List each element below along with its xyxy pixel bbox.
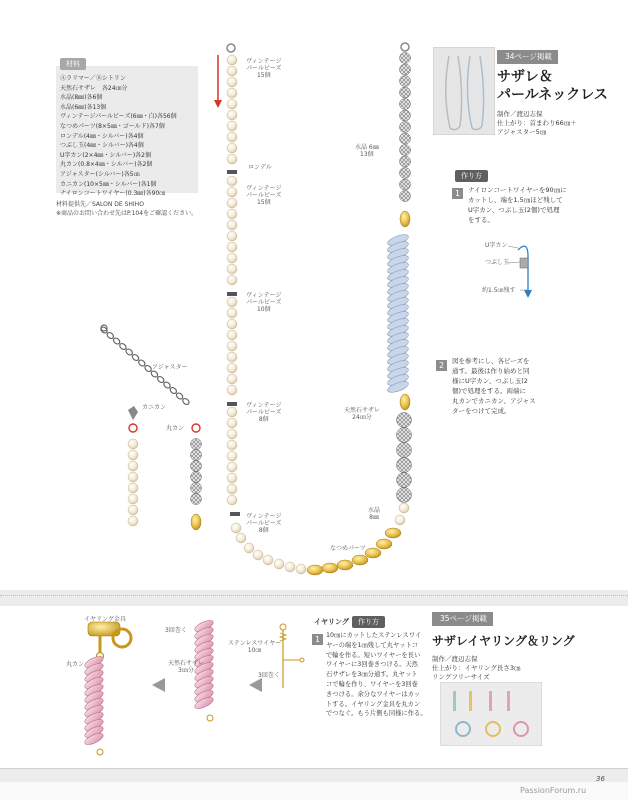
process-arrow: [152, 678, 165, 692]
crystal-bead: [400, 122, 411, 133]
pearl-bead: [227, 462, 237, 472]
natsume-bead: [191, 514, 201, 530]
necklace-page-ref: 34ページ掲載: [497, 50, 558, 64]
natsume-bead: [376, 539, 392, 549]
crystal-bead: [400, 168, 411, 179]
necklace-step1-text: ナイロンコートワイヤーを90㎝に カットし、端を1.5㎝ほど残して U字カン、つぶし玉(2個)で処理 をする。: [468, 186, 567, 224]
label-stainless-wire: ステンレスワイヤー 10㎝: [228, 640, 282, 654]
pearl-bead: [227, 110, 237, 120]
earring-page-ref: 35ページ掲載: [432, 612, 493, 626]
direction-arrow-head: [214, 100, 222, 108]
crystal-bead: [191, 450, 202, 461]
pearl-bead: [227, 484, 237, 494]
materials-item: アジャスター(シルバー)各5㎝: [60, 170, 140, 178]
section-divider-line: [0, 595, 628, 596]
crystal-bead: [400, 110, 411, 121]
pearl-bead: [227, 77, 237, 87]
top-left-crimp: [227, 44, 235, 52]
pearl-bead: [128, 450, 138, 460]
materials-color-line: Ⓐラリマー／Ⓑシトリン: [60, 75, 126, 82]
pearl-bead: [227, 341, 237, 351]
pearl-bead: [227, 143, 237, 153]
crystal-bead: [400, 145, 411, 156]
necklace-step1-num: 1: [452, 188, 463, 199]
pearl-bead: [399, 503, 409, 513]
pearl-bead: [227, 231, 237, 241]
chain-link: [182, 397, 191, 405]
label-sazare: 天然石サザレ 24㎝分: [344, 407, 380, 421]
tsubushi-detail: [520, 258, 528, 268]
marukan-ring: [129, 424, 137, 432]
pearl-bead: [128, 505, 138, 515]
crystal-bead: [400, 76, 411, 87]
pearl-bead: [263, 555, 273, 565]
label-vintage-10: ヴィンテージ パールビーズ 10個: [246, 292, 282, 313]
lace-border-line: [0, 768, 628, 769]
natsume-bead: [337, 560, 353, 570]
label-vintage-15b: ヴィンテージ パールビーズ 15個: [246, 185, 282, 206]
label-crystal-6: 水晶 6㎜ 13個: [355, 144, 379, 158]
right-strand: [386, 53, 411, 503]
label-vintage-15a: ヴィンテージ パールビーズ 15個: [246, 58, 282, 79]
earring-step1-text: 10㎝にカットしたステンレスワイ ヤーの端を1㎝残して丸ヤットコ で輪を作る。短いワイヤーを長い ワイヤーに3回巻きつける。天然 石サザレを3㎝分通す。丸ヤット コで輪を作り、ワイヤーを3回巻 きつける。余分なワイヤーはカッ トする。イヤリング金具を丸カン でつなぐ。もう片側も同様に作る。: [326, 632, 427, 718]
chain-link: [150, 370, 159, 378]
chain-link: [138, 359, 147, 367]
pearl-bead: [285, 562, 295, 572]
marukan-ring: [192, 424, 200, 432]
rondel: [227, 292, 237, 296]
earring-section-tag: イヤリング: [314, 618, 349, 626]
earring-sazare-cluster-1: [83, 654, 105, 755]
materials-item: カニカン(10×5㎜・シルバー)各1個: [60, 180, 157, 188]
pearl-bead: [128, 516, 138, 526]
label-rondel: ロンデル: [248, 164, 272, 171]
large-crystal-bead: [397, 458, 412, 473]
materials-item: ロンデル(4㎜・シルバー)各4個: [60, 132, 144, 140]
pearl-bead: [227, 374, 237, 384]
pearl-bead: [227, 385, 237, 395]
bottom-loop: [97, 749, 103, 755]
pearl-bead: [227, 363, 237, 373]
crystal-bead: [191, 494, 202, 505]
materials-item: 丸カン(0.8×4㎜・シルバー)各2個: [60, 161, 153, 169]
top-right-crimp: [401, 43, 409, 51]
necklace-title: サザレ＆ パールネックレス: [497, 69, 608, 103]
label-ujikan: U字カン: [485, 242, 508, 249]
lace-border: [0, 768, 628, 782]
kanikan-clasp: [128, 406, 138, 420]
crystal-bead: [400, 53, 411, 64]
crystal-bead: [400, 179, 411, 190]
crystal-bead: [400, 133, 411, 144]
pearl-bead: [227, 473, 237, 483]
pearl-bead: [227, 187, 237, 197]
pearl-bead: [227, 451, 237, 461]
crystal-bead: [400, 99, 411, 110]
label-tsubushi: つぶし玉: [485, 259, 510, 266]
materials-item: つぶし玉(4㎜・シルバー)各4個: [60, 142, 144, 150]
pearl-bead: [227, 176, 237, 186]
pearl-bead: [227, 154, 237, 164]
materials-item: ナイロンコートワイヤー(0.3㎜)各90㎝: [60, 190, 166, 198]
detail-arrow-head: [524, 290, 532, 298]
necklace-step2-text: 図を参考にし、各ビーズを 通す。最後は作り始めと同 様にU字カン、つぶし玉(2 個)で処理をする。両端に 丸カンでカニカン、アジャス ターをつけて完成。: [452, 357, 536, 415]
wire-loop: [280, 624, 286, 630]
earring-step1-num: 1: [312, 634, 323, 645]
pearl-bead: [227, 330, 237, 340]
materials-tag: 材料: [60, 58, 86, 70]
necklace-credits: 制作／渡辺志保 仕上がり：首まわり66㎝＋ アジャスター5㎝: [497, 110, 577, 136]
large-crystal-bead: [397, 413, 412, 428]
materials-item: U字カン(2×4㎜・シルバー)各2個: [60, 151, 151, 159]
contact-note: ※商品のお問い合わせ先はP.104をご確認ください。: [56, 210, 198, 217]
chain-link: [125, 348, 134, 356]
materials-item: 水晶(6㎜)各13個: [60, 103, 107, 111]
materials-item: 天然石サザレ 各24㎝分: [60, 84, 128, 92]
crystal-bead: [400, 191, 411, 202]
crystal-bead: [191, 439, 202, 450]
pearl-bead: [227, 253, 237, 263]
large-crystal-bead: [397, 473, 412, 488]
pearl-bead: [231, 523, 241, 533]
pearl-bead: [227, 352, 237, 362]
pearl-bead: [395, 515, 405, 525]
crystal-bead: [400, 156, 411, 167]
chain-link: [163, 381, 172, 389]
natsume-bead: [352, 555, 368, 565]
necklace-photo: [433, 47, 495, 135]
label-3kai-top: 3回巻く: [165, 627, 187, 634]
materials-item: 水晶(8㎜)各6個: [60, 94, 103, 102]
pearl-bead: [227, 55, 237, 65]
bottom-loop: [207, 715, 213, 721]
pearl-bead: [274, 559, 284, 569]
materials-item: ヴィンテージパールビーズ(6㎜・白)各56個: [60, 113, 177, 121]
chain-link: [112, 337, 121, 345]
page-number: 36: [596, 775, 605, 783]
necklace-step2-num: 2: [436, 360, 447, 371]
pearl-bead: [128, 472, 138, 482]
pearl-bead: [227, 209, 237, 219]
pearl-bead: [227, 66, 237, 76]
rondel: [230, 512, 240, 516]
earring-credits: 制作／渡辺志保 仕上がり：イヤリング長さ3㎝ リングフリーサイズ: [432, 655, 521, 681]
label-earring-sazare: 天然石サザレ 3㎝分: [168, 660, 204, 674]
pearl-bead: [128, 494, 138, 504]
pearl-bead: [227, 297, 237, 307]
label-remain: 約1.5㎝残す: [482, 287, 516, 294]
watermark: PassionForum.ru: [520, 786, 587, 795]
large-crystal-bead: [397, 488, 412, 503]
label-vintage-8b: ヴィンテージ パールビーズ 8個: [246, 513, 282, 534]
natsume-bead: [322, 563, 338, 573]
necklace-howto-tag: 作り方: [455, 170, 488, 182]
label-3kai-bottom: 3回巻く: [258, 672, 280, 679]
chain-link: [106, 331, 115, 339]
natsume-bead: [400, 211, 410, 227]
pearl-bead: [227, 132, 237, 142]
label-vintage-8a: ヴィンテージ パールビーズ 8個: [246, 402, 282, 423]
pearl-bead: [227, 220, 237, 230]
pearl-bead: [227, 275, 237, 285]
pearl-bead: [128, 483, 138, 493]
earring-photo: [440, 682, 542, 746]
earring-title: サザレイヤリング＆リング: [432, 634, 575, 648]
crystal-bead: [400, 87, 411, 98]
pearl-bead: [227, 88, 237, 98]
label-crystal-8: 水晶 8㎜: [368, 507, 381, 521]
label-kanikan: カニカン: [142, 404, 167, 411]
label-adjuster: アジャスター: [152, 364, 188, 371]
pearl-bead: [227, 418, 237, 428]
pearl-bead: [227, 495, 237, 505]
pearl-bead: [227, 319, 237, 329]
large-crystal-bead: [397, 428, 412, 443]
pearl-bead: [227, 407, 237, 417]
pearl-bead: [227, 242, 237, 252]
rondel: [227, 170, 237, 174]
crystal-bead: [191, 472, 202, 483]
chain-link: [119, 342, 128, 350]
crystal-bead: [191, 483, 202, 494]
label-kanagu: イヤリング金具: [84, 616, 126, 623]
pearl-bead: [227, 198, 237, 208]
earring-howto-tag: 作り方: [352, 616, 385, 628]
chain-link: [175, 392, 184, 400]
pearl-bead: [236, 533, 246, 543]
end-strands: [128, 406, 202, 530]
crystal-bead: [400, 64, 411, 75]
pearl-bead: [227, 440, 237, 450]
pearl-bead: [227, 99, 237, 109]
natsume-bead: [365, 548, 381, 558]
natsume-bead: [400, 394, 410, 410]
pearl-bead: [128, 461, 138, 471]
rondel: [227, 402, 237, 406]
pearl-bead: [253, 550, 263, 560]
large-crystal-bead: [397, 443, 412, 458]
pearl-bead: [227, 121, 237, 131]
natsume-bead: [385, 528, 401, 538]
chain-link: [169, 386, 178, 394]
pearl-bead: [128, 439, 138, 449]
chain-link: [131, 353, 140, 361]
label-marukan: 丸カン: [166, 425, 185, 432]
pearl-bead: [227, 429, 237, 439]
earring-hardware: [88, 622, 131, 660]
crystal-bead: [191, 461, 202, 472]
pearl-bead: [227, 264, 237, 274]
natsume-bead: [307, 565, 323, 575]
materials-item: なつめパーツ(8×5㎜・ゴールド)各7個: [60, 122, 165, 130]
pearl-bead: [296, 564, 306, 574]
left-pearl-strand: [227, 55, 237, 505]
supplier-text: 材料提供先／SALON DE SHIHO: [56, 201, 144, 208]
pearl-bead: [244, 543, 254, 553]
chain-link: [156, 375, 165, 383]
pearl-bead: [227, 308, 237, 318]
process-arrow: [249, 678, 262, 692]
label-earring-marukan: 丸カン: [66, 661, 85, 668]
label-natsume: なつめパーツ: [330, 545, 366, 552]
